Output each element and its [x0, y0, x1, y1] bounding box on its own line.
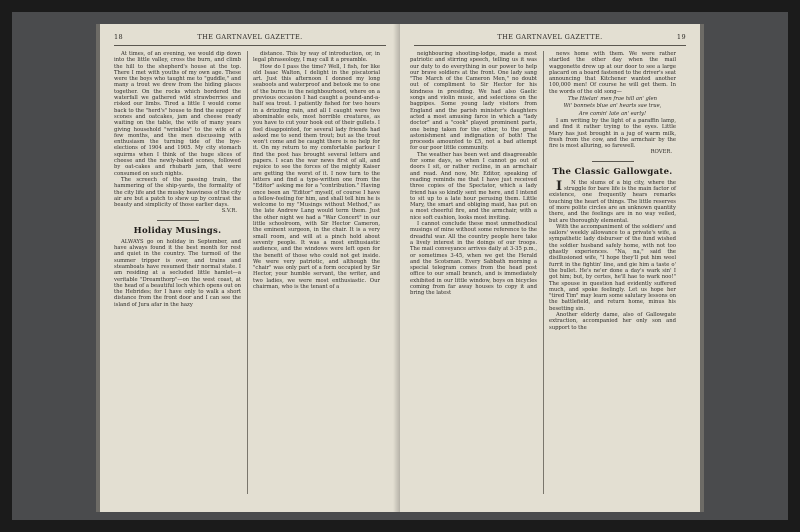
left-column-1 [114, 51, 241, 308]
left-running-title: THE GARTNAVEL GAZETTE. [197, 33, 303, 41]
paragraph: At times, of an evening, we would dip down into the little valley, cross the burn, and climb the hill to the shepherd's house at the top. There I met with youths of my own age. These were the boys who taught me to "guddle," and many a trout we drew from the hiding places together. On the rocks which bordered the waterfall we gathered wild strawberries and risked our limbs. Tired a little I would come back to the "herd's" house to find the supper of scones and oatcakes, jam and cheese ready waiting on the table, the wife of many years giving household "wrinkles" to the wife of a few months, and the men discussing with enthusiasm the turning tide of the bye-elections of 1904 and 1905. My city stomach squirms when I think of the huge slices of cheese and the newly-baked scones, followed by oat-cakes and rhubarb jam, that were consumed on such nights. [114, 51, 241, 177]
paragraph [549, 180, 676, 224]
column-rule [543, 51, 544, 494]
signature: S.V.R. [221, 208, 237, 215]
divider [592, 161, 634, 162]
paragraph: How do I pass the time? Well, I fish, for like old Isaac Walton, I delight in the piscatorial art. Just this afternoon I donned my long seaboots and waterproof and betook me to one of the burns in the neighbourhood, where on a previous occasion I had caught a pound-and-a-half sea trout. I patiently fished for two hours in a drizzling rain, and all I caught were two abominable eels, most horrible creatures, as you have to cut your hook out of their gullets. I feel disappointed, for several lady friends had asked me to send them trout; but as the trout won't come and be caught there is no help for it. On my return to my comfortable parlour I find the post has brought several letters and papers. I scan the war news first of all, and rejoice to see the forces of the mighty Kaiser are getting the worst of it. I now turn to the letters and find a type-written one from the "Editor" asking me for a "contribution." Having once been an "Editor" myself, of course I have a fellow-feeling for him, and shall tell him he is welcome to my "Musings without Method," as the late Andrew Lang would term them. Just the other night we had a "War Concert" in our little schoolroom, with Sir Hector Cameron, the eminent surgeon, in the chair. It is a very small room, and will at a pinch hold about seventy people. It was a most enthusiastic audience, and the windows were left open for the benefit of those who could not get inside. We were very patriotic, and although the "chair" was only part of a form occupied by Sir Hector, your humble servant, the writer, and two ladies, we were most enthusiastic. Our chairman, who is the tenant of a [253, 63, 380, 290]
verse-line: Are comin' late an' early! [578, 110, 647, 117]
left-column-2 [253, 51, 380, 290]
paragraph: Another elderly dame, also of Gallowgate extraction, accompanied her only son and support to the [549, 311, 676, 331]
right-running-head [414, 33, 686, 46]
paragraph: ALWAYS go on holiday in September, and have always found it the best month for rest and quiet in the country. The turmoil of the summer tripper is over, and trains and steamboats have resumed their normal state. I am residing at a secluded little hamlet—a veritable "Dreamthorp"—on the west coast, at the head of a beautiful loch which opens out on the Hebrides; for I have only to walk a short distance from the front door and I can see the island of Jura afar in the hazy [114, 238, 241, 308]
paragraph: The weather has been wet and disagreeable for some days, so when I cannot go out of doors I sit, or rather recline, in an armchair and read. And now, Mr. Editor, speaking of reading reminds me that I have just received three copies of the Spectator, which a lady friend has so kindly sent me here, and I intend to sit up to a late hour perusing them. Little Mary, the smart and obliging maid, has put on a most cheerful fire, and the armchair, with a nice soft cushion, looks most inviting. [410, 151, 537, 221]
drop-cap: I [556, 178, 563, 194]
left-page-number: 18 [114, 33, 124, 41]
right-column-2 [549, 51, 676, 331]
paragraph: distance. This by way of introduction, or, in legal phraseology, I may call it a preamble. [253, 51, 380, 64]
paragraph: I cannot conclude these most unmethodical musings of mine without some reference to the dreadful war. All the country people here take a lively interest in the doings of our troops. The mail conveyance arrives daily at 3-35 p.m., or sometimes 3-45, when we get the Herald and the Scotsman. Every Sabbath morning a special telegram comes from the head post office to our small branch, and is immediately exhibited in our little window, boys on bicycles coming from far away houses to copy it and bring the latest [410, 221, 537, 297]
divider [157, 220, 199, 221]
section-title: The Classic Gallowgate. [552, 166, 673, 177]
right-page-edge [700, 24, 704, 512]
paragraph-text: N the slums of a big city, where the struggle for bare life is the main factor of existence, one frequently hears remarks touching the heart of things. The little reserves of more polite circles are an unknown quantity there, and the feelings are in no way veiled, but are thoroughly elemental. [549, 179, 676, 224]
paragraph: The screech of the passing train, the hammering of the ship-yards, the formality of the city life and the musky heaviness of the city air are but a patch to shew up by contrast the beauty and simplicity of those earlier days. [114, 176, 241, 209]
left-page [100, 24, 400, 512]
verse-line: The Hielan' men frae hill an' glen [567, 96, 658, 103]
right-column-1 [410, 51, 537, 297]
paragraph: I am writing by the light of a paraffin lamp, and find it rather trying to the eyes. Little Mary has just brought in a jug of warm milk, fresh from the cow, and the armchair by the fire is most alluring, so farewell. [549, 117, 676, 150]
left-running-head [114, 33, 386, 46]
right-running-title: THE GARTNAVEL GAZETTE. [497, 33, 603, 41]
paragraph: neighbouring shooting-lodge, made a most patriotic and stirring speech, telling us it was our duty to do everything in our power to help our brave soldiers at the front. One lady sang "The March of the Cameron Men," no doubt out of compliment to Sir Hector for his kindness in presiding. We had also Gaelic songs and violin music, and selections on the bagpipes. Some young lady visitors from England and the parish minister's daughters acted a most amusing farce in which a "lady doctor" and a "cook" played prominent parts, one being taken for the other, to the great astonishment and indignation of both! The proceeds amounted to £5, not a bad attempt for our poor little community. [410, 51, 537, 152]
paragraph: With the accompaniment of the soldiers' and sailors' weekly allowance to a private's wife, a sympathetic lady disburser of the fund wished the soldier husband safely home, with not too ghastly experiences. "Na, na," said the disillusioned wife, "I hope they'll put him weel furrit in the fightin' line, and gie him a taste o' the bullet. He's ne'er done a day's wark sin' I got him; but, by certes, he'll hae to wark noo!" The spouse in question had evidently suffered much, and spoke feelingly. Let us hope her "tired Tim" may learn some salutary lessons on the battlefield, and return home, minus his besetting sin. [549, 223, 676, 312]
paragraph: news home with them. We were rather startled the other day when the mail waggonette drew up at our door to see a large placard on a board fastened to the driver's seat announcing that Kitchener wanted another 100,000 men! Of course he will get them. In the words of the old song— [549, 51, 676, 95]
signature: ROVER. [650, 149, 672, 156]
right-page-number: 19 [676, 33, 686, 41]
section-title: Holiday Musings. [133, 225, 222, 236]
verse-line: Wi' bonnets blue an' hearts sae true, [563, 103, 662, 110]
column-rule [247, 51, 248, 494]
right-page [400, 24, 700, 512]
